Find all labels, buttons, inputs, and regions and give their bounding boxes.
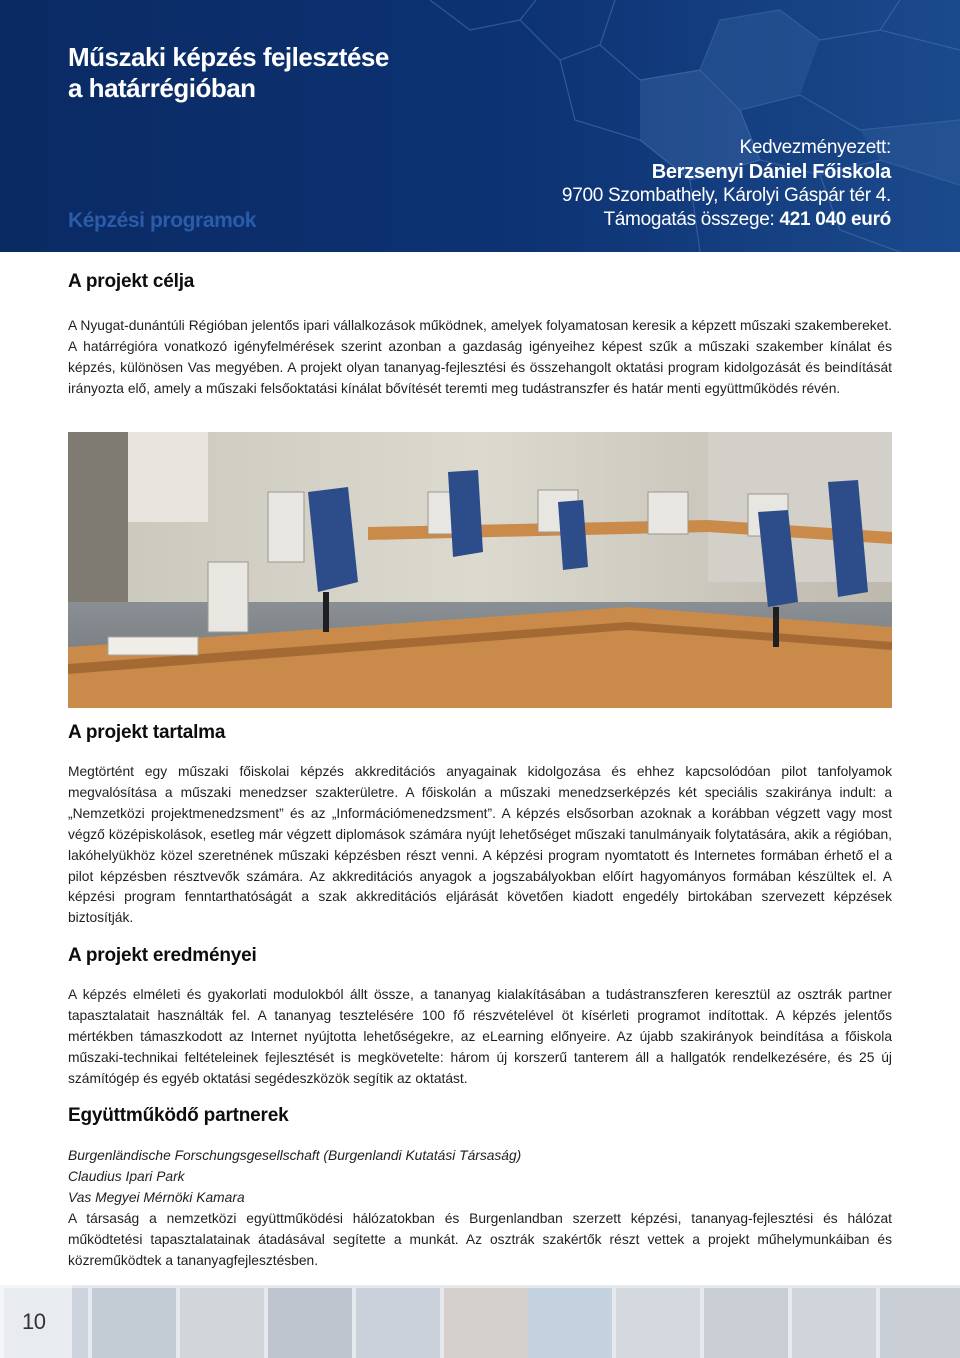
paragraph-project-goal: A Nyugat-dunántúli Régióban jelentős ipari vállalkozások működnek, amelyek folyamatosan keresik a képzett műszaki szakembereket. A határrégióra vonatkozó igényfelmérések szerint azonban a gazdaság igényeihez képest szűk a műszaki szakember kínálat és képzés, különösen Vas megyében. A projekt olyan tananyag-fejlesztési és összehangolt oktatási program kidolgozását és beindítását irányozta elő, amely a műszaki felsőoktatási kínálat bővítését teremti meg tudástranszfer és határ menti együttműködés révén.	[68, 318, 892, 396]
page-number: 10	[22, 1309, 46, 1334]
partner-item: Vas Megyei Mérnöki Kamara	[68, 1190, 245, 1205]
paragraph-project-results: A képzés elméleti és gyakorlati modulokból állt össze, a tananyag kialakításában a tudástranszferen keresztül az osztrák partner tapasztalatait használták fel. A tananyag tesztelésére 100 fő részvételével öt kísérleti programot indítottak. A képzés jelentős mértékben támaszkodott az Internet nyújtotta lehetőségekre, az eLearning előnyeire. Az újabb szakirányok beindítása a főiskola műszaki-technikai feltételeinek fejlesztését is megkövetelte: három új korszerű tanterem áll a hallgatók rendelkezésére, és 25 új számítógép és egyéb oktatási segédeszközök segítik az oktatást.	[68, 987, 892, 1086]
title-line-2: a határrégióban	[68, 73, 256, 103]
beneficiary-block	[562, 136, 891, 232]
paragraph-project-content: Megtörtént egy műszaki főiskolai képzés akkreditációs anyagainak kidolgozása és ehhez kapcsolódóan pilot tanfolyamok megvalósítása a műszaki menedzser szakterületre. A főiskolán a műszaki menedzserképzés két speciális szakiránya indult: a „Nemzetközi projektmenedzsment” és az „Információmenedzsment”. A képzés elsősorban azoknak a korábban végzett vagy most végző középiskolások, esetleg már végzett diplomások számára nyújt lehetőséget műszaki tanulmányaik folytatására, akik a régióban, lakóhelyükhöz közel szeretnének műszaki képzésben részt venni. A képzési program nyomtatott és Internetes formában érhető el a pilot képzésben résztvevők számára. Az akkreditációs anyagok a jogszabályokban előírt hagyományos formában készültek el. A képzési program fenntarthatóságát a szak akkreditációs eljárását követően kiadott engedély birtokában szervezett képzések biztosítják.	[68, 764, 892, 926]
institution-name: Berzsenyi Dániel Főiskola	[651, 161, 891, 183]
section-tag: Képzési programok	[68, 209, 257, 232]
classroom-photo	[68, 432, 892, 708]
support-line	[562, 208, 891, 232]
beneficiary-label: Kedvezményezett:	[739, 137, 891, 158]
title-line-1: Műszaki képzés fejlesztése	[68, 42, 389, 72]
heading-partners: Együttműködő partnerek	[68, 1105, 289, 1126]
paragraph-partners: A társaság a nemzetközi együttműködési hálózatokban és Burgenlandban szerzett képzési, tananyag-fejlesztési és hálózat működtetési tapasztalatainak átadásával segítette a munkát. Az osztrák szakértők részt vettek a projekt műhelymunkáiban és közreműködtek a tananyagfejlesztésben.	[68, 1211, 892, 1268]
support-label: Támogatás összege:	[603, 209, 775, 230]
partner-list	[68, 1145, 892, 1208]
heading-project-goal: A projekt célja	[68, 271, 195, 292]
institution-address: 9700 Szombathely, Károlyi Gáspár tér 4.	[561, 185, 891, 206]
support-amount: 421 040 euró	[779, 209, 891, 230]
heading-project-results: A projekt eredményei	[68, 945, 257, 966]
footer-photo-strip	[0, 1285, 960, 1358]
header-band	[0, 0, 960, 252]
partner-item: Burgenländische Forschungsgesellschaft (Burgenlandi Kutatási Társaság)	[68, 1148, 522, 1163]
heading-project-content: A projekt tartalma	[68, 722, 226, 743]
document-title	[68, 42, 389, 104]
partner-item: Claudius Ipari Park	[68, 1169, 185, 1184]
